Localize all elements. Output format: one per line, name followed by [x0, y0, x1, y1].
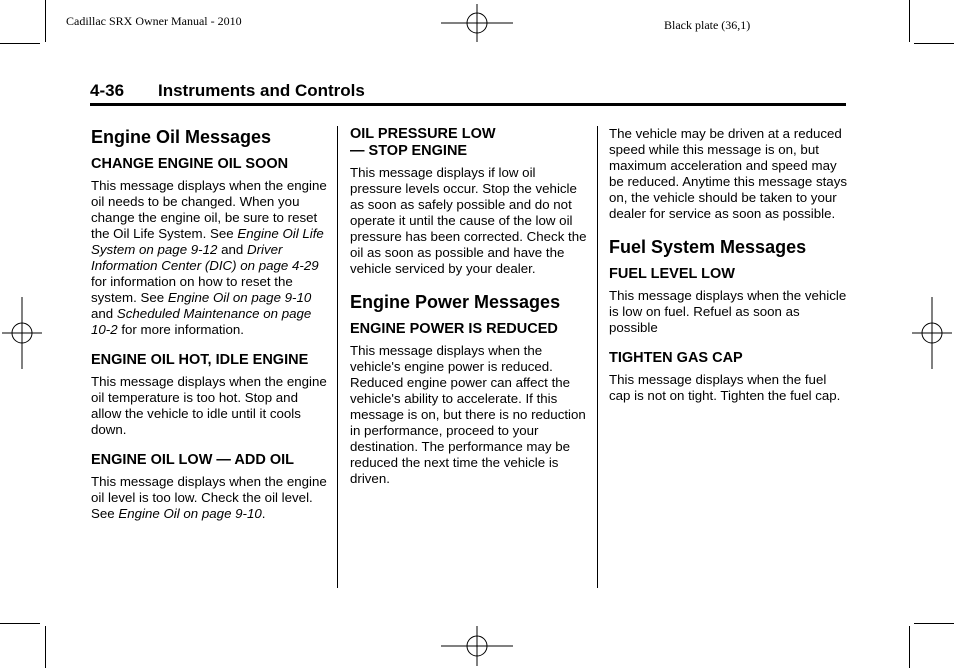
- crop-mark-tr-v: [909, 0, 910, 42]
- subheading-oil-pressure-low: OIL PRESSURE LOW — STOP ENGINE: [350, 126, 496, 159]
- column-2: [350, 126, 588, 495]
- column-1: [91, 126, 329, 530]
- subheading-engine-power-reduced: ENGINE POWER IS REDUCED: [350, 321, 558, 337]
- subheading-engine-oil-hot: ENGINE OIL HOT, IDLE ENGINE: [91, 352, 309, 368]
- text: .: [261, 506, 266, 521]
- subheading-engine-oil-low: ENGINE OIL LOW — ADD OIL: [91, 452, 294, 468]
- crop-mark-tr-h: [914, 43, 954, 44]
- text: and: [91, 306, 117, 321]
- column-divider-1: [337, 126, 338, 588]
- paragraph-oil-pressure-low: This message displays if low oil pressure levels occur. Stop the vehicle as soon as safely possible and do not operate it until the cause of the low oil pressure has been corrected. Check the oil as soon as possible and have the vehicle serviced by your dealer.: [350, 165, 587, 276]
- xref-engine-oil-2[interactable]: Engine Oil on page 9-10: [118, 506, 262, 521]
- crop-mark-br-v: [909, 626, 910, 668]
- text: for information on how to reset the system. See: [91, 274, 293, 305]
- xref-driver-information-center[interactable]: Driver Information Center (DIC) on page 4-29: [91, 242, 319, 273]
- column-3: [609, 126, 847, 412]
- text: and: [217, 242, 247, 257]
- crop-mark-br-h: [914, 623, 954, 624]
- print-header-title: Cadillac SRX Owner Manual - 2010: [66, 14, 242, 28]
- xref-engine-oil[interactable]: Engine Oil on page 9-10: [167, 290, 312, 305]
- subheading-change-engine-oil-soon: CHANGE ENGINE OIL SOON: [91, 156, 289, 172]
- section-title: Instruments and Controls: [158, 81, 365, 100]
- page-heading: [90, 81, 846, 106]
- crop-mark-tl-h: [0, 43, 40, 44]
- text: This message displays when the engine oil level is too low. Check the oil level. See: [91, 474, 327, 521]
- column-divider-2: [597, 126, 598, 588]
- print-header-plate: Black plate (36,1): [664, 18, 751, 32]
- subheading-fuel-level-low: FUEL LEVEL LOW: [609, 266, 735, 282]
- crop-mark-tl-v: [45, 0, 46, 42]
- heading-engine-oil-messages: Engine Oil Messages: [91, 127, 272, 147]
- heading-fuel-system-messages: Fuel System Messages: [609, 237, 807, 257]
- paragraph-engine-power-continued: The vehicle may be driven at a reduced speed while this message is on, but maximum acceleration and speed may be reduced. Anytime this message stays on, the vehicle should be taken to your dealer for service as soon as possible.: [609, 126, 847, 221]
- paragraph-fuel-level-low: This message displays when the vehicle is low on fuel. Refuel as soon as possible: [609, 288, 847, 335]
- registration-mark-top-icon: [441, 4, 513, 42]
- registration-mark-bottom-icon: [441, 626, 513, 666]
- registration-mark-left-icon: [2, 297, 42, 369]
- paragraph-engine-oil-low: [91, 474, 329, 522]
- crop-mark-bl-h: [0, 623, 40, 624]
- text: for more information.: [117, 322, 244, 337]
- paragraph-tighten-gas-cap: This message displays when the fuel cap is not on tight. Tighten the fuel cap.: [609, 372, 841, 403]
- heading-engine-power-messages: Engine Power Messages: [350, 292, 561, 312]
- paragraph-change-engine-oil-soon: [91, 178, 329, 338]
- registration-mark-right-icon: [912, 297, 952, 369]
- subheading-tighten-gas-cap: TIGHTEN GAS CAP: [609, 350, 743, 366]
- crop-mark-bl-v: [45, 626, 46, 668]
- page-number: 4-36: [90, 81, 125, 100]
- text: This message displays when the engine oil needs to be changed. When you change the engine oil, be sure to reset the Oil Life System. See: [91, 178, 327, 241]
- xref-engine-oil-life-system[interactable]: Engine Oil Life System on page 9-12: [91, 226, 324, 257]
- paragraph-engine-oil-hot: This message displays when the engine oil temperature is too hot. Stop and allow the vehicle to idle until it cools down.: [91, 374, 327, 437]
- xref-scheduled-maintenance[interactable]: Scheduled Maintenance on page 10-2: [91, 306, 312, 337]
- paragraph-engine-power-reduced: This message displays when the vehicle's engine power is reduced. Reduced engine power can affect the vehicle's ability to accelerate. If this message is on, but there is no reduction in performance, proceed to your destination. The performance may be reduced the next time the vehicle is driven.: [350, 343, 586, 486]
